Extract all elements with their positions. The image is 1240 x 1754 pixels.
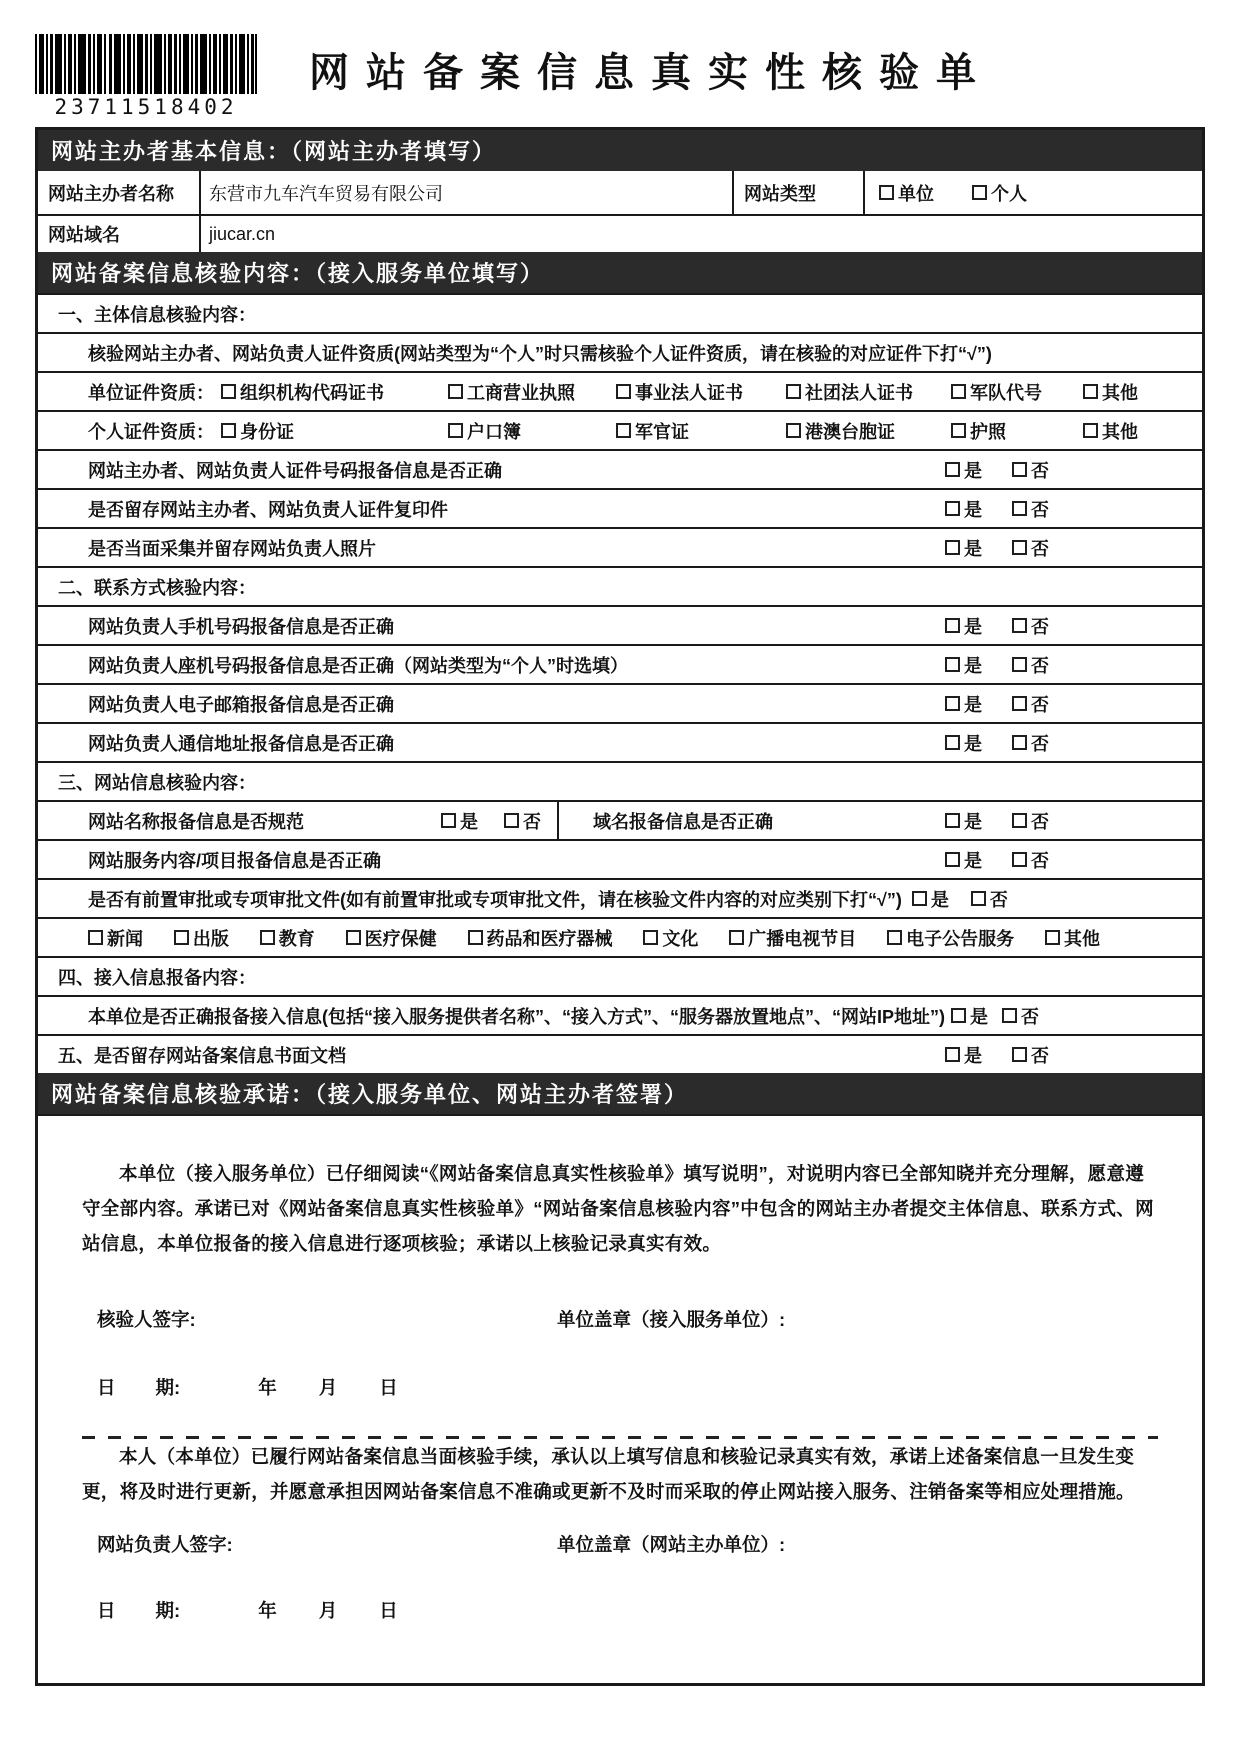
unit-cert-checkbox[interactable] <box>786 384 801 399</box>
no-checkbox[interactable] <box>1012 618 1027 633</box>
category-option[interactable] <box>468 925 613 951</box>
category-label: 广播电视节目 <box>748 928 857 949</box>
question-access-info <box>38 995 1202 1034</box>
no-option[interactable] <box>1012 496 1049 522</box>
header-area <box>35 26 1205 122</box>
category-label: 教育 <box>278 928 315 949</box>
unit-cert-checkbox[interactable] <box>616 384 631 399</box>
no-label: 否 <box>1031 538 1049 559</box>
owner-name-label: 网站主办者名称 <box>48 183 174 204</box>
owner-name-value[interactable]: 东营市九车汽车贸易有限公司 <box>199 171 732 214</box>
unit-checkbox[interactable] <box>879 185 894 200</box>
date-day-char: 日 <box>97 1377 116 1398</box>
no-label: 否 <box>1031 694 1049 715</box>
preapproval-categories-row <box>38 917 1202 956</box>
question-text: 五、是否留存网站备案信息书面文档 <box>58 1045 346 1066</box>
no-label: 否 <box>1031 655 1049 676</box>
personal-cert-checkbox[interactable] <box>221 423 236 438</box>
unit-label: 单位 <box>898 183 934 204</box>
commitment-para-provider: 本单位（接入服务单位）已仔细阅读“《网站备案信息真实性核验单》填写说明”，对说明内容已全部知晓并充分理解，愿意遵守全部内容。承诺已对《网站备案信息真实性核验单》“网站备案信息核验内容”中包含的网站主办者提交主体信息、联系方式、网站信息，本单位报备的接入信息进行逐项核验；承诺以上核验记录真实有效。 <box>82 1163 1154 1254</box>
yes-no-group <box>945 535 1202 561</box>
no-checkbox[interactable] <box>971 891 986 906</box>
yes-option[interactable] <box>945 691 982 717</box>
question-text: 网站主办者、网站负责人证件号码报备信息是否正确 <box>88 460 502 481</box>
no-option[interactable] <box>1012 730 1049 756</box>
personal-cert-option[interactable] <box>786 418 951 444</box>
question-service <box>38 839 1202 878</box>
question-mobile <box>38 605 1202 644</box>
question-landline <box>38 644 1202 683</box>
domain-row <box>38 214 1202 252</box>
category-option[interactable] <box>88 925 143 951</box>
no-option[interactable] <box>1012 535 1049 561</box>
yes-checkbox[interactable] <box>441 813 456 828</box>
no-label: 否 <box>1031 1045 1049 1066</box>
yes-label: 是 <box>964 655 982 676</box>
barcode-image <box>35 34 257 94</box>
category-option[interactable] <box>729 925 856 951</box>
yes-label: 是 <box>964 538 982 559</box>
yes-checkbox[interactable] <box>945 813 960 828</box>
yes-checkbox[interactable] <box>951 1008 966 1023</box>
no-checkbox[interactable] <box>1012 852 1027 867</box>
category-checkbox[interactable] <box>88 930 103 945</box>
yes-label: 是 <box>964 1045 982 1066</box>
unit-cert-checkbox[interactable] <box>221 384 236 399</box>
question-address <box>38 722 1202 761</box>
question-text: 网站名称报备信息是否规范 <box>88 811 304 832</box>
question-cert-copy <box>38 488 1202 527</box>
personal-cert-label: 个人证件资质： <box>88 421 214 442</box>
yes-checkbox[interactable] <box>945 696 960 711</box>
section-header-commitment: 网站备案信息核验承诺：（接入服务单位、网站主办者签署） <box>38 1073 1202 1114</box>
personal-cert-option-label: 户口簿 <box>467 421 521 442</box>
personal-cert-option-label: 军官证 <box>635 421 689 442</box>
domain-value[interactable]: jiucar.cn <box>199 216 1202 252</box>
question-text: 是否当面采集并留存网站负责人照片 <box>88 538 376 559</box>
section-header-verify: 网站备案信息核验内容：（接入服务单位填写） <box>38 252 1202 293</box>
no-label: 否 <box>1031 811 1049 832</box>
personal-cert-checkbox[interactable] <box>786 423 801 438</box>
no-label: 否 <box>1031 733 1049 754</box>
no-option[interactable] <box>1012 691 1049 717</box>
category-label: 其他 <box>1064 928 1100 949</box>
no-option[interactable] <box>1012 613 1049 639</box>
provider-seal-label: 单位盖章（接入服务单位）: <box>557 1309 786 1330</box>
personal-cert-row <box>38 410 1202 449</box>
category-label: 新闻 <box>107 928 143 949</box>
yes-no-group <box>945 691 1202 717</box>
no-checkbox[interactable] <box>1012 813 1027 828</box>
no-option[interactable] <box>1012 1042 1049 1068</box>
no-checkbox[interactable] <box>1012 501 1027 516</box>
no-label: 否 <box>1031 460 1049 481</box>
owner-name-row <box>38 171 1202 214</box>
unit-cert-option[interactable] <box>1083 379 1202 405</box>
part3-text: 三、网站信息核验内容： <box>58 772 256 793</box>
yes-no-group <box>945 808 1202 834</box>
personal-label: 个人 <box>991 183 1027 204</box>
category-checkbox[interactable] <box>643 930 658 945</box>
no-label: 否 <box>989 889 1008 910</box>
part5-question <box>38 1034 1202 1073</box>
no-checkbox[interactable] <box>1012 540 1027 555</box>
yes-label: 是 <box>964 733 982 754</box>
yes-checkbox[interactable] <box>945 540 960 555</box>
unit-cert-row <box>38 371 1202 410</box>
question-text: 是否留存网站主办者、网站负责人证件复印件 <box>88 499 448 520</box>
part4-text: 四、接入信息报备内容： <box>58 967 256 988</box>
personal-cert-option[interactable] <box>221 418 448 444</box>
no-checkbox[interactable] <box>1002 1008 1017 1023</box>
category-label: 电子公告服务 <box>906 928 1015 949</box>
date-label: 期: <box>155 1377 181 1398</box>
no-label: 否 <box>1031 616 1049 637</box>
part3-title <box>38 761 1202 800</box>
personal-cert-checkbox[interactable] <box>616 423 631 438</box>
question-preapproval <box>38 878 1202 917</box>
category-checkbox[interactable] <box>174 930 189 945</box>
unit-cert-option[interactable] <box>221 379 448 405</box>
category-option[interactable] <box>260 925 315 951</box>
category-label: 出版 <box>192 928 229 949</box>
owner-signature-row <box>82 1531 1158 1557</box>
yes-option[interactable] <box>945 730 982 756</box>
domain-label: 网站域名 <box>48 225 120 245</box>
question-site-name <box>38 802 559 839</box>
barcode-block <box>35 26 263 122</box>
category-option[interactable] <box>346 925 437 951</box>
organizer-seal-label: 单位盖章（网站主办单位）: <box>557 1534 786 1555</box>
page-title: 网站备案信息真实性核验单 <box>309 51 993 95</box>
category-checkbox[interactable] <box>346 930 361 945</box>
yes-label: 是 <box>460 811 478 832</box>
category-option[interactable] <box>1045 925 1100 951</box>
category-checkbox[interactable] <box>260 930 275 945</box>
yes-no-group <box>912 886 1008 912</box>
yes-label: 是 <box>964 850 982 871</box>
yes-no-group <box>945 730 1202 756</box>
category-checkbox[interactable] <box>729 930 744 945</box>
category-checkbox[interactable] <box>468 930 483 945</box>
personal-checkbox[interactable] <box>972 185 987 200</box>
section-header-owner: 网站主办者基本信息：（网站主办者填写） <box>38 130 1202 171</box>
question-text: 网站服务内容/项目报备信息是否正确 <box>88 850 381 871</box>
personal-cert-option-label: 其他 <box>1102 421 1138 442</box>
site-name-domain-row <box>38 800 1202 839</box>
question-text: 网站负责人座机号码报备信息是否正确（网站类型为“个人”时选填） <box>88 655 628 676</box>
unit-cert-option-label: 社团法人证书 <box>805 382 913 403</box>
unit-cert-checkbox[interactable] <box>951 384 966 399</box>
question-cert-number <box>38 449 1202 488</box>
yes-label: 是 <box>964 460 982 481</box>
yes-no-group <box>951 1003 1039 1029</box>
part2-text: 二、联系方式核验内容： <box>58 577 256 598</box>
verifier-signature-label: 核验人签字: <box>97 1309 196 1330</box>
responsible-signature-label: 网站负责人签字: <box>97 1534 233 1555</box>
yes-no-group <box>945 496 1202 522</box>
yes-label: 是 <box>964 694 982 715</box>
category-option[interactable] <box>887 925 1014 951</box>
unit-cert-option[interactable] <box>616 379 786 405</box>
yes-option[interactable] <box>912 886 949 912</box>
yes-label: 是 <box>964 499 982 520</box>
month-label: 月 <box>318 1600 338 1621</box>
unit-cert-option-label: 其他 <box>1102 382 1138 403</box>
yes-checkbox[interactable] <box>912 891 927 906</box>
unit-cert-checkbox[interactable] <box>1083 384 1098 399</box>
no-option[interactable] <box>971 886 1008 912</box>
category-option[interactable] <box>174 925 229 951</box>
question-text: 域名报备信息是否正确 <box>593 811 773 832</box>
part1-text: 一、主体信息核验内容： <box>58 304 256 325</box>
yes-no-group <box>945 847 1202 873</box>
yes-checkbox[interactable] <box>945 462 960 477</box>
unit-cert-option-label: 工商营业执照 <box>467 382 575 403</box>
category-checkbox[interactable] <box>1045 930 1060 945</box>
year-label: 年 <box>258 1377 277 1398</box>
unit-cert-option[interactable] <box>448 379 616 405</box>
no-label: 否 <box>1021 1006 1039 1027</box>
question-text: 是否有前置审批或专项审批文件(如有前置审批或专项审批文件，请在核验文件内容的对应类别下打“√”) <box>88 889 902 910</box>
yes-label: 是 <box>930 889 949 910</box>
personal-cert-option-label: 港澳台胞证 <box>805 421 895 442</box>
yes-option[interactable] <box>945 847 982 873</box>
question-text: 网站负责人通信地址报备信息是否正确 <box>88 733 394 754</box>
yes-option[interactable] <box>945 652 982 678</box>
date-label: 期: <box>155 1600 181 1621</box>
year-label: 年 <box>258 1600 277 1621</box>
owner-date-row <box>82 1597 1158 1623</box>
no-checkbox[interactable] <box>1012 696 1027 711</box>
yes-no-group <box>945 457 1202 483</box>
website-type-label: 网站类型 <box>732 171 863 214</box>
type-option-personal[interactable] <box>972 180 1027 206</box>
category-option[interactable] <box>643 925 698 951</box>
no-option[interactable] <box>504 808 541 834</box>
yes-no-group <box>945 652 1202 678</box>
yes-checkbox[interactable] <box>945 501 960 516</box>
personal-cert-checkbox[interactable] <box>448 423 463 438</box>
personal-cert-option[interactable] <box>951 418 1083 444</box>
no-option[interactable] <box>1012 847 1049 873</box>
day-label: 日 <box>379 1600 398 1621</box>
cert-note-row <box>38 332 1202 371</box>
question-text: 网站负责人电子邮箱报备信息是否正确 <box>88 694 394 715</box>
unit-cert-option-label: 军队代号 <box>970 382 1042 403</box>
personal-cert-option-label: 身份证 <box>240 421 294 442</box>
question-email <box>38 683 1202 722</box>
yes-option[interactable] <box>945 496 982 522</box>
no-checkbox[interactable] <box>1012 735 1027 750</box>
part1-title <box>38 293 1202 332</box>
barcode-number: 23711518402 <box>54 95 238 119</box>
question-domain-correct <box>559 802 1202 839</box>
yes-no-group <box>945 1042 1202 1068</box>
yes-label: 是 <box>970 1006 988 1027</box>
no-checkbox[interactable] <box>1012 657 1027 672</box>
category-label: 文化 <box>662 928 699 949</box>
date-day-char: 日 <box>97 1600 116 1621</box>
yes-checkbox[interactable] <box>945 1047 960 1062</box>
part2-title <box>38 566 1202 605</box>
yes-option[interactable] <box>945 457 982 483</box>
yes-no-group <box>945 613 1202 639</box>
question-text: 网站负责人手机号码报备信息是否正确 <box>88 616 394 637</box>
yes-label: 是 <box>964 616 982 637</box>
unit-cert-option[interactable] <box>951 379 1083 405</box>
month-label: 月 <box>318 1377 338 1398</box>
no-label: 否 <box>523 811 541 832</box>
no-option[interactable] <box>1012 652 1049 678</box>
no-label: 否 <box>1031 850 1049 871</box>
website-type-options <box>863 171 1202 214</box>
yes-option[interactable] <box>945 808 982 834</box>
form-table <box>35 127 1205 1686</box>
provider-signature-row <box>82 1306 1158 1332</box>
no-label: 否 <box>1031 499 1049 520</box>
personal-cert-checkbox[interactable] <box>1083 423 1098 438</box>
commitment-box <box>38 1114 1202 1683</box>
no-option[interactable] <box>1002 1003 1039 1029</box>
yes-checkbox[interactable] <box>945 657 960 672</box>
yes-option[interactable] <box>945 535 982 561</box>
unit-cert-label: 单位证件资质： <box>88 382 214 403</box>
type-option-unit[interactable] <box>879 180 934 206</box>
yes-no-group <box>441 808 541 834</box>
unit-cert-option-label: 组织机构代码证书 <box>240 382 384 403</box>
yes-option[interactable] <box>441 808 478 834</box>
yes-option[interactable] <box>945 613 982 639</box>
yes-label: 是 <box>964 811 982 832</box>
personal-cert-option-label: 护照 <box>970 421 1006 442</box>
yes-option[interactable] <box>945 1042 982 1068</box>
unit-cert-checkbox[interactable] <box>448 384 463 399</box>
personal-cert-option[interactable] <box>616 418 786 444</box>
day-label: 日 <box>379 1377 398 1398</box>
no-checkbox[interactable] <box>1012 462 1027 477</box>
no-option[interactable] <box>1012 808 1049 834</box>
yes-option[interactable] <box>951 1003 988 1029</box>
yes-checkbox[interactable] <box>945 852 960 867</box>
yes-checkbox[interactable] <box>945 735 960 750</box>
personal-cert-option[interactable] <box>1083 418 1202 444</box>
cert-note-text: 核验网站主办者、网站负责人证件资质(网站类型为“个人”时只需核验个人证件资质，请在核验的对应证件下打“√”) <box>88 343 992 364</box>
question-text: 本单位是否正确报备接入信息(包括“接入服务提供者名称”、“接入方式”、“服务器放置地点”、“网站IP地址”) <box>88 1006 945 1027</box>
part4-title <box>38 956 1202 995</box>
no-option[interactable] <box>1012 457 1049 483</box>
unit-cert-option-label: 事业法人证书 <box>635 382 743 403</box>
commitment-para-owner: 本人（本单位）已履行网站备案信息当面核验手续，承认以上填写信息和核验记录真实有效，承诺上述备案信息一旦发生变更，将及时进行更新，并愿意承担因网站备案信息不准确或更新不及时而采取的停止网站接入服务、注销备案等相应处理措施。 <box>82 1446 1135 1502</box>
category-label: 医疗保健 <box>364 928 437 949</box>
yes-checkbox[interactable] <box>945 618 960 633</box>
unit-cert-option[interactable] <box>786 379 951 405</box>
provider-date-row <box>82 1374 1158 1400</box>
no-checkbox[interactable] <box>504 813 519 828</box>
personal-cert-checkbox[interactable] <box>951 423 966 438</box>
personal-cert-option[interactable] <box>448 418 616 444</box>
no-checkbox[interactable] <box>1012 1047 1027 1062</box>
category-checkbox[interactable] <box>887 930 902 945</box>
category-label: 药品和医疗器械 <box>486 928 613 949</box>
question-photo <box>38 527 1202 566</box>
